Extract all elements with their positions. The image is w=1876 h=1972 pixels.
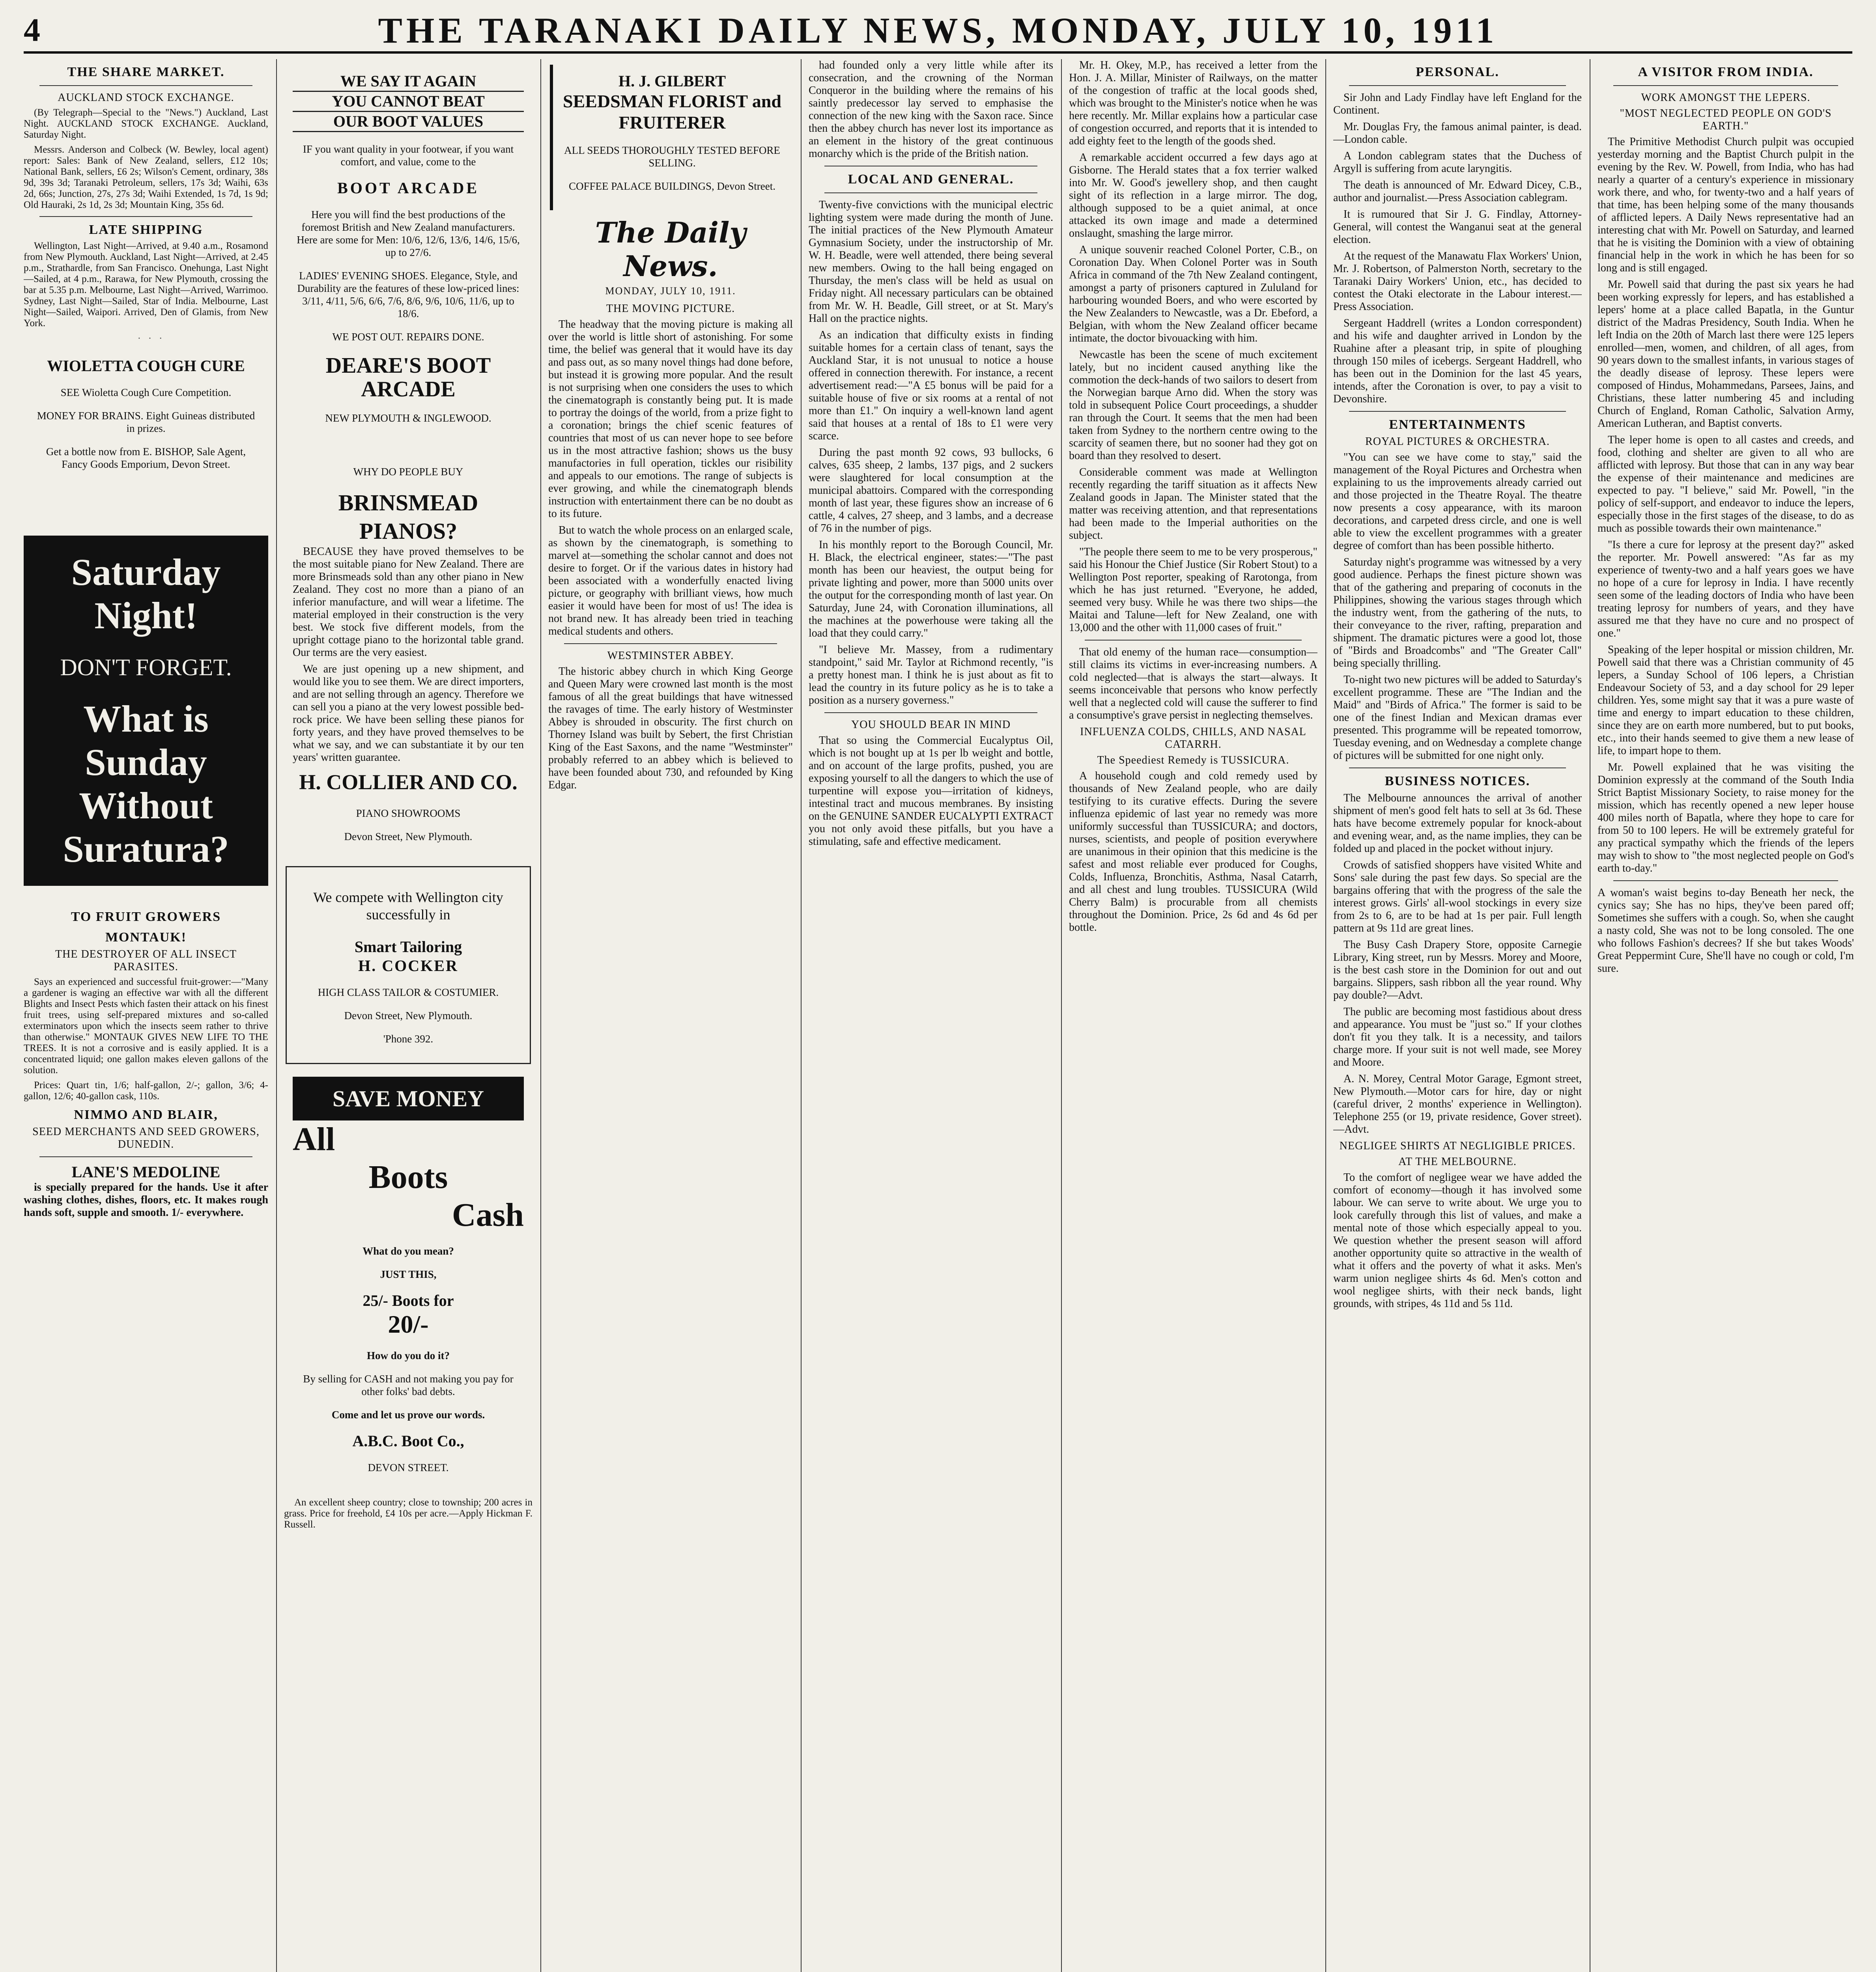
shipping-report: Wellington, Last Night—Arrived, at 9.40 a.m., Rosamond from New Plymouth. Auckland, Last Night—Arrived, at 2.45 p.m., Strathardle, from San Francisco. Onehunga, Last Night—Sailed, at 4 p.m., Rarawa, for New Plymouth, crossing the bar at 5.35 p.m. Melbourne, Last Night—Arrived, Warrimoo. Sydney, Last Night—Sailed, Star of India. Melbourne, Last Night—Sailed, Waipori. Arrived, Den of Glamis, from New York. bbox=[24, 241, 268, 329]
local-text-3: During the past month 92 cows, 93 bullocks, 6 calves, 635 sheep, 2 lambs, 137 pigs, and 2 suckers were slaughtered for local consumption at the municipal abattoirs. Compared with the corresponding month of last year, these figures show an increase of 6 cattle, 4 calves, 27 sheep, and 3 lambs, and a decrease of 76 in the number of pigs. bbox=[809, 446, 1053, 534]
col5-text-3: A unique souvenir reached Colonel Porter, C.B., on Coronation Day. When Colonel Porter was in South Africa in command of the 7th New Zealand contingent, amongst a party of prisoners captured in Zululand for harbouring wounded Boers, and who were escorted by the New Zealanders to Newcastle, was a Dr. Ebeford, a Belgian, with whom the New Zealand officer became intimate, the doctor bivouacking with him. bbox=[1069, 244, 1317, 344]
column-1: THE SHARE MARKET. AUCKLAND STOCK EXCHANGE. (By Telegraph—Special to the "News.") Auckland, Last Night. AUCKLAND STOCK EXCHANGE. Auckland, Saturday Night. Messrs. Anderson and Colbeck (W. Bewley, local agent) report: Sales: Bank of New Zealand, sellers, £12 10s; National Bank, sellers, £6 2s; Wilson's Cement, ordinary, 38s 9d, 39s 3d; Taranaki Petroleum, sellers, 17s 3d; Waihi, 63s 2d, 66s; Junction, 27s, 27s 3d; Waihi Extended, 1s 7d, 1s 9d; Old Hauraki, 2s 1d, 2s 3d; Mountain King, 35s 6d. LATE SHIPPING Wellington, Last Night—Arrived, at 9.40 a.m., Rosamond from New Plymouth. Auckland, Last Night—Arrived, at 2.45 p.m., Strathardle, from San Francisco. Onehunga, Last Night—Sailed, at 4 p.m., Rarawa, for New Plymouth, crossing the bar at 5.35 p.m. Melbourne, Last Night—Arrived, Warrimoo. Sydney, Last Night—Sailed, Star of India. Melbourne, Last Night—Sailed, Waipori. Arrived, Den of Glamis, from New York. · · · WIOLETTA COUGH CURE SEE Wioletta Cough Cure Competition. MONEY FOR BRAINS. Eight Guineas distributed in prizes. Get a bottle now from E. BISHOP, Sale Agent, Fancy Goods Emporium, Devon Street. Saturday Night! DON'T FORGET. What is Sunday Without Suratura? TO FRUIT GROWERS MONTAUK! THE DESTROYER OF ALL INSECT PARASITES. Says an experienced and successful fruit-grower:—"Many a gardener is waging an effective war with all the different Blights and Insect Pests which fasten their attack on his finest fruit trees, using self-prepared mixtures and so-called exterminators upon which the insects seem rather to thrive than otherwise." MONTAUK GIVES NEW LIFE TO THE TREES. It is not a corrosive and is easily applied. It is a concentrated liquid; one gallon makes eleven gallons of the solution. Prices: Quart tin, 1/6; half-gallon, 2/-; gallon, 3/6; 4-gallon, 12/6; 40-gallon cask, 110s. NIMMO AND BLAIR, SEED MERCHANTS AND SEED GROWERS, DUNEDIN. LANE'S MEDOLINE is specially prepared for the hands. Use it after washing clothes, dishes, floors, etc. It makes rough hands soft, supple and smooth. 1/- everywhere. bbox=[24, 65, 268, 1219]
boot-text-2: Here you will find the best productions of the foremost British and New Zealand manufacturers. Here are some for Men: 10/6, 12/6, 13/6, 14/6, 15/6, up to 27/6. bbox=[297, 209, 520, 258]
stock-report: Messrs. Anderson and Colbeck (W. Bewley, local agent) report: Sales: Bank of New Zealand, sellers, £12 10s; National Bank, sellers, £6 2s; Wilson's Cement, ordinary, 38s 9d, 39s 3d; Taranaki Petroleum, sellers, 17s 3d; Waihi, 63s 2d, 66s; Junction, 27s, 27s 3d; Waihi Extended, 1s 7d, 1s 9d; Old Hauraki, 2s 1d, 2s 3d; Mountain King, 35s 6d. bbox=[24, 144, 268, 210]
shipping-heading: LATE SHIPPING bbox=[89, 222, 203, 237]
column-rule bbox=[801, 59, 802, 1972]
wioletta-address: Get a bottle now from E. BISHOP, Sale Agent, Fancy Goods Emporium, Devon Street. bbox=[46, 446, 246, 470]
suratura-ad bbox=[24, 536, 268, 886]
column-7 bbox=[1598, 59, 1854, 1972]
stock-dateline: (By Telegraph—Special to the "News.") Auckland, Last Night. AUCKLAND STOCK EXCHANGE. Auckland, Saturday Night. bbox=[24, 107, 268, 140]
save-question: What do you mean? bbox=[362, 1245, 454, 1257]
visitor-text-1: The Primitive Methodist Church pulpit was occupied yesterday morning and the Baptist Church pulpit in the evening by the Rev. W. Powell, from India, who has had nearly a quarter of a century's experience in missionary work there, and who, for twenty-two and a half years of that time, has been helping some of the many thousands of afflicted lepers. A Daily News representative had an interesting chat with Mr. Powell on Saturday, and learned that he is visiting the Dominion with a view of obtaining financial help in the work in which he has been for so long and is still engaged. bbox=[1598, 136, 1854, 274]
cocker-phone: 'Phone 392. bbox=[383, 1033, 433, 1045]
col5-text-6: "The people there seem to me to be very prosperous," said his Honour the Chief Justice (Sir Robert Stout) to a Wellington Post reporter, speaking of Rarotonga, from which he has just returned. "Everyone, he added, seemed very busy. While he was there two ships—the Maitai and Talune—left for New Zealand, one with 13,000 and the other with 11,000 cases of fruit." bbox=[1069, 546, 1317, 634]
moving-picture-heading: THE MOVING PICTURE. bbox=[606, 303, 735, 315]
visitor-text-4: "Is there a cure for leprosy at the present day?" asked the reporter. Mr. Powell answered: "As far as my experience of twenty-two and a half years goes we have no hope of a cure for leprosy in India. I have recently seen some of the leading doctors of India who have been treating leprosy for numbers of years, and they have assured me that they have no cure and no prospect of one." bbox=[1598, 539, 1854, 639]
col5-text-1: Mr. H. Okey, M.P., has received a letter from the Hon. J. A. Millar, Minister of Railways, on the matter of the congestion of traffic at the local goods shed, which was brought to the Minister's notice when he was here recently. Mr. Millar explains how a particular case of congestion occurred, and reports that it is intended to add eighty feet to the length of the goods shed. bbox=[1069, 59, 1317, 147]
suratura-line2: Night! bbox=[94, 594, 198, 637]
visitor-quote: "MOST NEGLECTED PEOPLE ON GOD'S EARTH." bbox=[1620, 107, 1832, 132]
gilbert-trade: SEEDSMAN FLORIST and FRUITERER bbox=[563, 91, 781, 133]
save-money-banner: SAVE MONEY bbox=[293, 1077, 524, 1120]
cocker-address: Devon Street, New Plymouth. bbox=[344, 1010, 473, 1021]
column-2 bbox=[284, 59, 533, 1972]
royal-pictures-heading: ROYAL PICTURES & ORCHESTRA. bbox=[1365, 435, 1550, 448]
abc-boot-name: A.B.C. Boot Co., bbox=[352, 1432, 464, 1450]
suratura-line6: Without bbox=[79, 784, 213, 827]
save-price-2: 20/- bbox=[388, 1310, 429, 1338]
collier-sub: PIANO SHOWROOMS bbox=[356, 807, 461, 819]
gilbert-name: H. J. GILBERT bbox=[618, 72, 726, 90]
save-how: How do you do it? bbox=[366, 1350, 450, 1361]
suratura-line7: Suratura? bbox=[63, 828, 229, 870]
local-text-1: Twenty-five convictions with the municipal electric lighting system were made during the month of June. The initial practices of the New Plymouth Amateur Gymnasium Society, under the instructorship of Mr. W. H. Beadle, were well attended, there being several new members. Owing to the hall being engaged on Thursday, the men's class will be held as usual on Friday night. All necessary particulars can be obtained from Mr. W. H. Beadle, Gill street, or at St. Mary's Hall on the practice nights. bbox=[809, 199, 1053, 325]
save-boots: Boots bbox=[368, 1159, 448, 1195]
column-rule bbox=[1061, 59, 1062, 1972]
influenza-heading: INFLUENZA COLDS, CHILLS, AND NASAL CATARRH. bbox=[1080, 726, 1306, 751]
personal-text-2: Mr. Douglas Fry, the famous animal painter, is dead.—London cable. bbox=[1333, 121, 1582, 146]
peppermint-cure-verse: A woman's waist begins to-day Beneath her neck, the cynics say; She has no hips, they've been pared off; Sometimes she suffers with a cough. So, when she caught a nasty cold, She was not to be long consoled. The one who follows Fashion's decrees? If she but takes Woods' Great Peppermint Cure, She'll have no cough or cold, I'm sure. bbox=[1598, 887, 1854, 975]
local-text-2: As an indication that difficulty exists in finding suitable homes for a certain class of tenant, says the Auckland Star, it is not unusual to notice a house offered in connection therewith. For instance, a recent advertisement read:—"A £5 bonus will be paid for a suitable house of five or six rooms at a rental of not more than £1." On inquiry a well-known land agent said that houses at a rental of 18s to £1 were very scarce. bbox=[809, 329, 1053, 442]
montauk-prices: Prices: Quart tin, 1/6; half-gallon, 2/-; gallon, 3/6; 4-gallon, 12/6; 40-gallon cask, 110s. bbox=[24, 1080, 268, 1102]
save-price-1: 25/- Boots for bbox=[362, 1292, 454, 1309]
masthead bbox=[24, 8, 1852, 54]
local-text-4: In his monthly report to the Borough Council, Mr. H. Black, the electrical engineer, states:—"The past month has been our heaviest, the output being for private lighting and power, more than 5000 units over the output for the corresponding month of last year. On Saturday, June 24, with Coronation illuminations, all the machines at the powerhouse were taking all the load that they could carry." bbox=[809, 539, 1053, 639]
wioletta-ad bbox=[25, 349, 267, 488]
col5-text-5: Considerable comment was made at Wellington recently regarding the tariff situation as it affects New Zealand goods in Japan. The Minister stated that the matter was receiving attention, and that representations had been made to the Imperial authorities on the subject. bbox=[1069, 466, 1317, 542]
wioletta-text: SEE Wioletta Cough Cure Competition. bbox=[60, 387, 232, 398]
boot-arcade-name: BOOT ARCADE bbox=[337, 179, 479, 197]
visitor-text-3: The leper home is open to all castes and creeds, and food, clothing and shelter are given to all who are afflicted with leprosy. But those that can in any way bear the expense of their maintenance and medicines are expected to pay. "I believe," said Mr. Powell, "in the policy of self-support, and endeavor to induce the lepers, especially those in the first stages of the disease, to do as much as possible towards their own maintenance." bbox=[1598, 434, 1854, 534]
local-general-heading: LOCAL AND GENERAL. bbox=[848, 172, 1014, 187]
deares-address: NEW PLYMOUTH & INGLEWOOD. bbox=[325, 412, 491, 424]
column-rule bbox=[1325, 59, 1326, 1972]
boot-headline-1: WE SAY IT AGAIN bbox=[293, 72, 524, 92]
boot-arcade-ad bbox=[286, 65, 531, 442]
abbey-text: The historic abbey church in which King George and Queen Mary were crowned last month is the most famous of all the great buildings that have witnessed the ravages of time. The early history of Westminster Abbey is shrouded in obscurity. The first church on Thorney Island was built by Sebert, the first Christian King of the East Saxons, and the name "Westminster" probably referred to an abbey which is believed to have been founded about 730, and refounded by King Edgar. bbox=[548, 665, 793, 791]
abbey-heading: WESTMINSTER ABBEY. bbox=[607, 650, 734, 662]
fruit-growers-heading: TO FRUIT GROWERS bbox=[71, 909, 221, 924]
collier-name: H. COLLIER AND CO. bbox=[299, 770, 518, 794]
personal-heading: PERSONAL. bbox=[1416, 65, 1499, 79]
nimmo-subheading: SEED MERCHANTS AND SEED GROWERS, DUNEDIN. bbox=[32, 1126, 260, 1150]
col5-text-2: A remarkable accident occurred a few days ago at Gisborne. The Herald states that a fox terrier walked into Mr. W. Good's jewellery shop, and then caught sight of its reflection in a large mirror. The dog, although supposed to be a quiet animal, at once attacked its own image and made a determined onslaught, smashing the large mirror. bbox=[1069, 151, 1317, 239]
boot-text-3: LADIES' EVENING SHOES. Elegance, Style, and Durability are the features of these low-priced lines: 3/11, 4/11, 5/6, 6/6, 7/6, 8/6, 9/6, 10/6, 11/6, up to 18/6. bbox=[297, 270, 519, 319]
montauk-text: Says an experienced and successful fruit-grower:—"Many a gardener is waging an effective war with all the different Blights and Insect Pests which fasten their attack on his finest fruit trees, using self-prepared mixtures and so-called exterminators upon which the insects seem rather to thrive than otherwise." MONTAUK GIVES NEW LIFE TO THE TREES. It is not a corrosive and is easily applied. It is a concentrated liquid; one gallon makes eleven gallons of the solution. bbox=[24, 977, 268, 1076]
consumption-text: That old enemy of the human race—consumption—still claims its victims in ever-increasing numbers. A cold neglected—that is always the start—always. It seems inconceivable that persons who know perfectly well that a neglected cold will cause the sufferer to find a consumptive's grave persist in neglecting themselves. bbox=[1069, 646, 1317, 721]
cocker-sub: HIGH CLASS TAILOR & COSTUMIER. bbox=[318, 986, 499, 998]
entertainments-text-3: To-night two new pictures will be added to Saturday's excellent programme. These are "The Indian and the Maid" and "Birds of Africa." The former is said to be one of the finest Indian and Mexican dramas ever presented. This programme will be repeated tomorrow, Tuesday evening, and on Wednesday a complete change of pictures will be submitted for one night only. bbox=[1333, 674, 1582, 762]
visitor-text-6: Mr. Powell explained that he was visiting the Dominion expressly at the command of the South India Strict Baptist Missionary Society, to raise money for the mission, which has recently opened a new leper house 400 miles north of Bapatla, where they hope to care for from 50 to 100 lepers. He will be extremely grateful for any practical sympathy which the friends of the lepers may wish to show to "the most neglected people on God's earth to-day." bbox=[1598, 761, 1854, 874]
bear-in-mind-text: That so using the Commercial Eucalyptus Oil, which is not bought up at 1s per lb weight and bottle, and on account of the large profits, pushed, you are exposing yourself to all the dangers to which the use of turpentine will expose you—irritation of kidneys, intestinal tract and mucous membranes. By insisting on the GENUINE SANDER EUCALYPTI EXTRACT you not only avoid these pitfalls, but you have a stimulating, safe and effective medicament. bbox=[809, 734, 1053, 848]
newspaper-title: THE TARANAKI DAILY NEWS, MONDAY, JULY 10, 1911 bbox=[378, 10, 1498, 50]
negligee-text: To the comfort of negligee wear we have added the comfort of economy—though it has involved some labour. We can serve to write about. We urge you to look carefully through this list of values, and make a mental note of those which especially appeal to you. We question whether the present season will afford another opportunity quite so attractive in the wealth of what it offers and the poverty of what it asks. Men's warm union negligee shirts 4s 6d. Men's cotton and wool negligee shirts, with their neck bands, light grounds, with stripes, 4s 11d and 5s 11d. bbox=[1333, 1171, 1582, 1310]
personal-text-3: A London cablegram states that the Duchess of Argyll is suffering from acute laryngitis. bbox=[1333, 150, 1582, 175]
montauk-subheading: THE DESTROYER OF ALL INSECT PARASITES. bbox=[55, 948, 237, 973]
brinsmead-text-2: We are just opening up a new shipment, and would like you to see them. We are direct importers, and are not selling through an agency. Therefore we can sell you a piano at the very lowest possible bed-rock price. We have been selling these pianos for forty years, and they have proved themselves to be what we say, and we can substantiate it by our ten years' written guarantee. bbox=[293, 663, 524, 764]
paper-dateline: MONDAY, JULY 10, 1911. bbox=[605, 285, 736, 297]
page-number: 4 bbox=[24, 12, 40, 49]
collier-address: Devon Street, New Plymouth. bbox=[344, 831, 473, 842]
gilbert-ad bbox=[550, 65, 791, 210]
business-notices-heading: BUSINESS NOTICES. bbox=[1385, 774, 1530, 788]
column-rule bbox=[540, 59, 541, 1972]
abbey-continued: had founded only a very little while after its consecration, and the crowning of the Norman Conqueror in the building where the remains of his saintly predecessor lay served to emphasise the connection of the new king with the Saxon race. Since then the abbey church has never lost its importance as an element in the history of the great continuous monarchy which is the pride of the British nation. bbox=[809, 59, 1053, 160]
boot-text: IF you want quality in your footwear, if you want comfort, and value, come to the bbox=[303, 143, 514, 168]
save-just-this: JUST THIS, bbox=[380, 1268, 437, 1280]
visitor-text-5: Speaking of the leper hospital or mission children, Mr. Powell said that there was a Christian community of 45 lepers, a Sunday School of 106 lepers, a Christian Endeavour Society of 53, and a day school for 29 leper children. Yes, some might say that it was a pure waste of time and energy to impart education to these children, since they are on earth more numbered, but to put books, etc., into their hands seemed to give them a new lease of life, to impart hope to them. bbox=[1598, 644, 1854, 757]
wioletta-prize: MONEY FOR BRAINS. Eight Guineas distributed in prizes. bbox=[37, 410, 255, 434]
wioletta-title: WIOLETTA COUGH CURE bbox=[47, 357, 245, 375]
boot-headline-3: OUR BOOT VALUES bbox=[293, 112, 524, 132]
cocker-service: Smart Tailoring bbox=[354, 938, 462, 956]
cocker-name: H. COCKER bbox=[358, 957, 458, 975]
personal-text-7: Sergeant Haddrell (writes a London correspondent) and his wife and daughter arrived in London by the Ruahine after a pleasant trip, in spite of ploughing through 150 miles of icebergs. Sergeant Haddrell, who has been out in the Dominion for the last 45 years, intends, after the Coronation is over, to pay a visit to Devonshire. bbox=[1333, 317, 1582, 405]
negligee-subheading: AT THE MELBOURNE. bbox=[1398, 1156, 1517, 1168]
save-all: All bbox=[293, 1121, 335, 1158]
deares-boot-arcade: DEARE'S BOOT ARCADE bbox=[325, 353, 491, 401]
entertainments-heading: ENTERTAINMENTS bbox=[1389, 417, 1526, 432]
lanes-text: is specially prepared for the hands. Use it after washing clothes, dishes, floors, etc. It makes rough hands soft, supple and smooth. 1/- everywhere. bbox=[24, 1181, 268, 1219]
bear-in-mind-heading: YOU SHOULD BEAR IN MIND bbox=[851, 719, 1011, 731]
abc-boot-ad bbox=[286, 1070, 531, 1492]
personal-text-1: Sir John and Lady Findlay have left England for the Continent. bbox=[1333, 92, 1582, 116]
lanes-title: LANE'S MEDOLINE bbox=[71, 1163, 220, 1181]
share-market-heading: THE SHARE MARKET. bbox=[67, 65, 225, 79]
brinsmead-text: BECAUSE they have proved themselves to be the most suitable piano for New Zealand. There are more Brinsmeads sold than any other piano in New Zealand. They cost no more than a piano of an inferior manufacture, and will wear a lifetime. The material employed in their construction is the very best. We stock five different models, from the upright cottage piano to the horizontal table grand. Our terms are the very easiest. bbox=[293, 545, 524, 659]
save-cash: Cash bbox=[452, 1197, 524, 1233]
col5-text-4: Newcastle has been the scene of much excitement lately, but no incident caused anything like the commotion the deck-hands of two sailors to desert from the Norwegian barque Arno did. When the story was told in subsequent Police Court proceedings, a shudder ran through the Court. It seems that the men had been taken from Sydney to the northern centre owing to the scarcity of seamen there, but no sooner had they got on board than they resolved to desert. bbox=[1069, 349, 1317, 462]
montauk-heading: MONTAUK! bbox=[105, 930, 187, 945]
paper-logo: The Daily News. bbox=[595, 216, 746, 283]
abc-boot-address: DEVON STREET. bbox=[368, 1462, 449, 1473]
entertainments-text-1: "You can see we have come to stay," said the management of the Royal Pictures and Orchestra when explaining to us the improvements already carried out and those projected in the Theatre Royal. The theatre now presents a cosy appearance, with its maroon decorations, and carpeted dress circle, and one is well able to view the excellent programmes with a greater degree of comfort than has been possible hitherto. bbox=[1333, 451, 1582, 552]
column-rule bbox=[276, 59, 277, 1972]
suratura-line3: DON'T FORGET. bbox=[60, 654, 232, 680]
boot-post: WE POST OUT. REPAIRS DONE. bbox=[332, 331, 484, 343]
land-notice: An excellent sheep country; close to township; 200 acres in grass. Price for freehold, £4 10s per acre.—Apply Hickman F. Russell. bbox=[284, 1497, 533, 1530]
brinsmead-ad bbox=[286, 448, 531, 861]
business-text-4: The public are becoming most fastidious about dress and appearance. You must be "just so." If your clothes don't fit you they talk. It is a necessity, and tailors charge more. If your suit is not well made, see Morey and Moore. bbox=[1333, 1006, 1582, 1068]
cocker-ad bbox=[286, 866, 531, 1064]
moving-picture-text-2: But to watch the whole process on an enlarged scale, as shown by the cinematograph, is something to marvel at—something the scholar cannot and does not desire to forget. Or if the various dates in history had been associated with a wonderfully enacted living picture, or geography with brilliant views, how much easier it would have been for most of us! The idea is not brand new. It has already been tried in teaching medical students and others. bbox=[548, 524, 793, 637]
brinsmead-title: BRINSMEAD PIANOS? bbox=[338, 490, 478, 544]
local-text-5: "I believe Mr. Massey, from a rudimentary standpoint," said Mr. Taylor at Richmond recently, "is a pretty honest man. I think he is just about as fit to lead the country in its future policy as he is to take a position as a nursery governess." bbox=[809, 644, 1053, 706]
negligee-heading: NEGLIGEE SHIRTS AT NEGLIGIBLE PRICES. bbox=[1339, 1140, 1576, 1152]
suratura-line4: What is bbox=[83, 698, 209, 740]
column-3 bbox=[548, 59, 793, 1972]
business-text-3: The Busy Cash Drapery Store, opposite Carnegie Library, King street, run by Messrs. Morey and Moore, is the best cash store in the Dominion for out and out bargains. Slippers, sash ribbon all the year round. Why pay double?—Advt. bbox=[1333, 939, 1582, 1001]
motor-garage-text: A. N. Morey, Central Motor Garage, Egmont street, New Plymouth.—Motor cars for hire, day or night (careful driver, 2 months' experience in Wellington). Telephone 255 (or 19, private residence, Gover street).—Advt. bbox=[1333, 1073, 1582, 1135]
boot-headline-2: YOU CANNOT BEAT bbox=[293, 92, 524, 112]
personal-text-6: At the request of the Manawatu Flax Workers' Union, Mr. J. Robertson, of Palmerston North, secretary to the Taranaki Dairy Workers' Union, etc., has decided to contest the Otaki electorate in the Labour interest.—Press Association. bbox=[1333, 250, 1582, 313]
visitor-text-2: Mr. Powell said that during the past six years he had been working expressly for lepers, and has established a lepers' home at a place called Bapatla, in the Guntur district of the Madras Presidency, South India. When he left India on the 20th of March last there were 125 lepers enrolled—men, women, and children, of all ages, from 90 years down to the smallest infants, in various stages of the deadly disease of leprosy. These lepers were composed of Hindus, Mohammedans, Parsees, Jains, and Christians, these latter numbering 45 and including Church of England, Roman Catholic, Salvation Army, American Lutheran, and Baptist converts. bbox=[1598, 278, 1854, 430]
personal-text-4: The death is announced of Mr. Edward Dicey, C.B., author and journalist.—Press Association cablegram. bbox=[1333, 179, 1582, 204]
column-6 bbox=[1333, 59, 1582, 1972]
moving-picture-text: The headway that the moving picture is making all over the world is little short of astonishing. For some time, the belief was general that it would have its day and pass out, as so many novel things had done before, but instead it is growing more popular. And the result is not surprising when one considers the uses to which the cinematograph is constantly being put. It is made to portray the doings of the world, from a prize fight to a coronation; brings the chief scenic features of countries that most of us can never hope to see before us in the most attractive fashion; shows us the busy manufactories in full operation, tickles our risibility and appeals to our emotions. The range of subjects is ever growing, and while the cinematograph blends instruction with entertainment there can be no doubt as to its future. bbox=[548, 318, 793, 520]
influenza-text: A household cough and cold remedy used by thousands of New Zealand people, who are daily testifying to its curative effects. During the severe influenza epidemic of last year no remedy was more uniformly successful than TUSSICURA; and doctors, nurses, scientists, and people of position everywhere are unanimous in their opinion that this medicine is the safest and most reliable ever produced for Coughs, Colds, Influenza, Bronchitis, Asthma, Nasal Catarrh, and all chest and lung troubles. TUSSICURA (Wild Cherry Balm) is procurable from all chemists throughout the Dominion. Price, 2s 6d and 4s 6d per bottle. bbox=[1069, 770, 1317, 934]
suratura-line5: Sunday bbox=[85, 741, 207, 783]
gilbert-text: ALL SEEDS THOROUGHLY TESTED BEFORE SELLING. bbox=[564, 144, 780, 169]
visitor-subheading: WORK AMONGST THE LEPERS. bbox=[1641, 92, 1811, 104]
influenza-subheading: The Speediest Remedy is TUSSICURA. bbox=[1097, 754, 1289, 766]
gilbert-address: COFFEE PALACE BUILDINGS, Devon Street. bbox=[568, 180, 775, 192]
save-come: Come and let us prove our words. bbox=[331, 1409, 485, 1421]
personal-text-5: It is rumoured that Sir J. G. Findlay, Attorney-General, will contest the Wanganui seat at the general election. bbox=[1333, 208, 1582, 246]
column-4 bbox=[809, 59, 1053, 1972]
save-text: By selling for CASH and not making you pay for other folks' bad debts. bbox=[303, 1373, 514, 1397]
cocker-text: We compete with Wellington city successfully in bbox=[313, 889, 503, 923]
business-text-2: Crowds of satisfied shoppers have visited White and Sons' sale during the past few days. So special are the bargains offering that with the progress of the sale the interest grows. Girls' all-wool stockings in every size from 2s to 6, are to be had at 1s per pair. Full length pattern at 9s 11d are great lines. bbox=[1333, 859, 1582, 934]
visitor-heading: A VISITOR FROM INDIA. bbox=[1638, 65, 1814, 79]
column-5 bbox=[1069, 59, 1317, 1972]
business-text-1: The Melbourne announces the arrival of another shipment of men's good felt hats to sell at 3s 6d. These hats have become extremely popular for knock-about and evening wear, and, as the name implies, they can be folded up and placed in the pocket without injury. bbox=[1333, 792, 1582, 855]
suratura-line1: Saturday bbox=[71, 551, 221, 593]
stock-exchange-heading: AUCKLAND STOCK EXCHANGE. bbox=[58, 92, 234, 104]
brinsmead-question: WHY DO PEOPLE BUY bbox=[353, 466, 463, 478]
nimmo-heading: NIMMO AND BLAIR, bbox=[74, 1107, 218, 1122]
entertainments-text-2: Saturday night's programme was witnessed by a very good audience. Perhaps the finest picture shown was that of the gathering and preparing of coconuts in the Philippines, showing the various stages through which the industry went, from the gathering of the nuts, to their conveyance to the river, rafting, preparation and shipment. The dramatic pictures were a good lot, those of "Birds and Broadcombs" and "The Greater Call" being specially thrilling. bbox=[1333, 556, 1582, 669]
